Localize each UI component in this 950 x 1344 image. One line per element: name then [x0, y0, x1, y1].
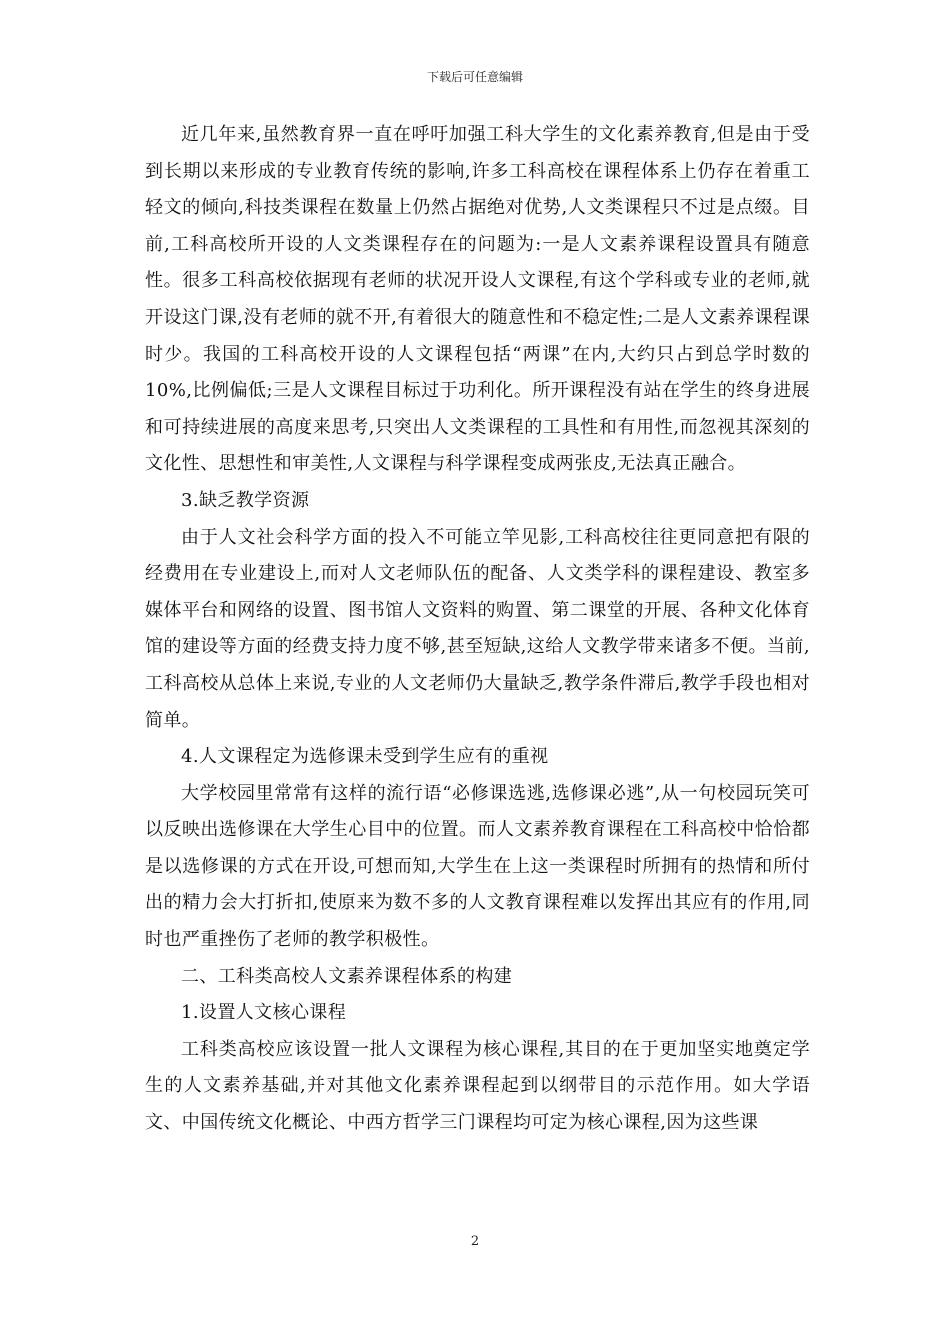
section-heading: 1.设置人文核心课程 — [181, 1002, 347, 1024]
paragraph: 工科类高校应该设置一批人文课程为核心课程,其目的在于更加坚实地奠定学生的人文素养基础,并对其他文化素养课程起到以纲带目的示范作用。如大学语文、中国传统文化概论、中西方哲学三门课程均可定为核心课程,因为这些课 — [145, 1038, 810, 1134]
paragraph: 由于人文社会科学方面的投入不可能立竿见影,工科高校往往更同意把有限的经费用在专业建设上,而对人文老师队伍的配备、人文类学科的课程建设、教室多媒体平台和网络的设置、图书馆人文资料的购置、第二课堂的开展、各种文化体育馆的建设等方面的经费支持力度不够,甚至短缺,这给人文教学带来诸多不便。当前,工科高校从总体上来说,专业的人文老师仍大量缺乏,教学条件滞后,教学手段也相对简单。 — [145, 526, 810, 731]
section-heading: 4.人文课程定为选修课未受到学生应有的重视 — [181, 746, 549, 768]
document-body — [145, 117, 810, 1142]
page-number: 2 — [470, 1234, 480, 1249]
section-heading: 二、工科类高校人文素养课程体系的构建 — [181, 965, 513, 987]
page-header: 下载后可任意编辑 — [426, 70, 523, 84]
paragraph: 大学校园里常常有这样的流行语“必修课选逃,选修课必逃”,从一句校园玩笑可以反映出选修课在大学生心目中的位置。而人文素养教育课程在工科高校中恰恰都是以选修课的方式在开设,可想而知,大学生在上这一类课程时所拥有的热情和所付出的精力会大打折扣,使原来为数不多的人文教育课程难以发挥出其应有的作用,同时也严重挫伤了老师的教学积极性。 — [145, 782, 810, 951]
paragraph: 近几年来,虽然教育界一直在呼吁加强工科大学生的文化素养教育,但是由于受到长期以来形成的专业教育传统的影响,许多工科高校在课程体系上仍存在着重工轻文的倾向,科技类课程在数量上仍然占据绝对优势,人文类课程只不过是点缀。目前,工科高校所开设的人文类课程存在的问题为:一是人文素养课程设置具有随意性。很多工科高校依据现有老师的状况开设人文课程,有这个学科或专业的老师,就开设这门课,没有老师的就不开,有着很大的随意性和不稳定性;二是人文素养课程课时少。我国的工科高校开设的人文课程包括“两课”在内,大约只占到总学时数的10%,比例偏低;三是人文课程目标过于功利化。所开课程没有站在学生的终身进展和可持续进展的高度来思考,只突出人文类课程的工具性和有用性,而忽视其深刻的文化性、思想性和审美性,人文课程与科学课程变成两张皮,无法真正融合。 — [145, 124, 810, 475]
section-heading: 3.缺乏教学资源 — [181, 489, 310, 511]
